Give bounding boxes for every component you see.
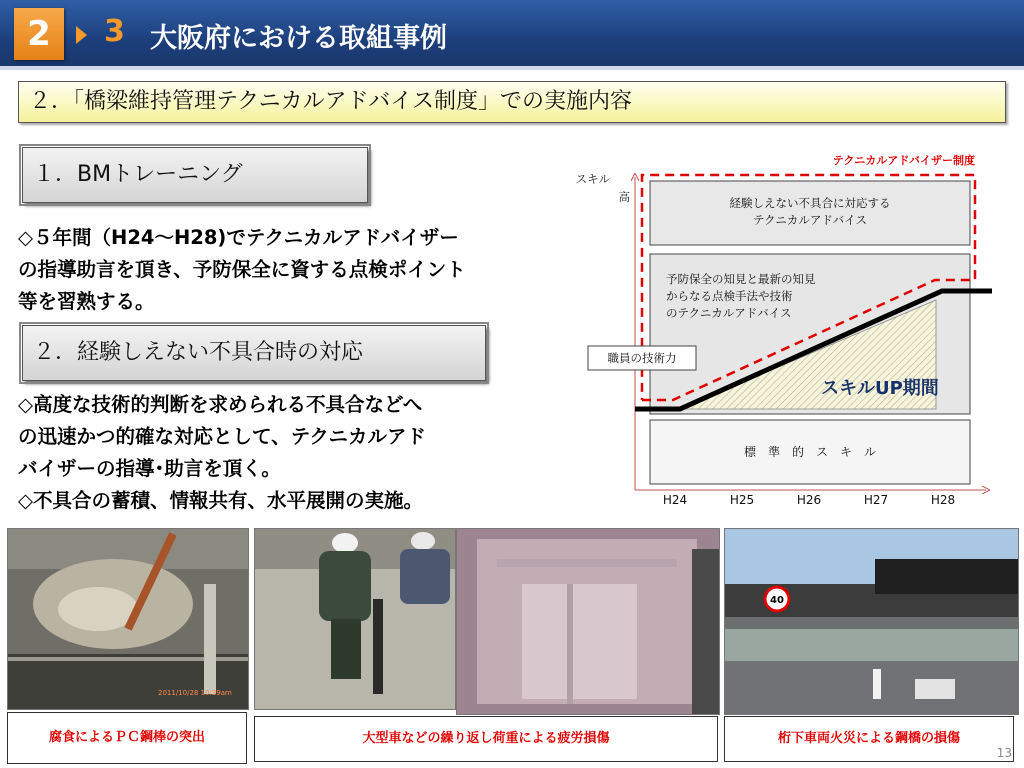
text-line: バイザーの指導･助言を頂く。	[18, 457, 281, 480]
standard-skill-label: 標 準 的 ス キ ル	[743, 445, 877, 459]
header-divider	[0, 66, 1024, 70]
x-tick-label: H28	[930, 493, 956, 507]
photo-corroded-pc-bar	[7, 528, 249, 710]
caption-corroded-pc-bar: 腐食によるＰＣ鋼棒の突出	[7, 712, 247, 764]
bm-training-text	[18, 222, 466, 318]
staff-skill-label: 職員の技術力	[607, 351, 677, 365]
chevron-right-icon	[76, 26, 87, 44]
text-line: ◇不具合の蓄積、情報共有、水平展開の実施。	[18, 489, 423, 512]
caption-fatigue-damage: 大型車などの繰り返し荷重による疲労損傷	[254, 716, 718, 762]
page-title: 大阪府における取組事例	[150, 23, 447, 54]
text-line: 等を習熟する。	[18, 290, 155, 313]
photo-fatigue-damage	[456, 528, 720, 715]
chapter-number-badge: 2	[14, 8, 64, 60]
speed-sign-number: 40	[770, 595, 784, 606]
y-axis-label: スキル	[575, 172, 610, 186]
photo-timestamp: 2011/10/28 10:39am	[158, 689, 232, 697]
preventive-advice-line: 予防保全の知見と最新の知見	[666, 272, 816, 286]
text-line: ◇５年間（H24～H28)でテクニカルアドバイザー	[18, 226, 459, 249]
advanced-advice-line: テクニカルアドバイス	[753, 213, 867, 227]
text-line: ◇高度な技術的判断を求められる不具合などへ	[18, 393, 423, 416]
preventive-advice-line: からなる点検手法や技術	[666, 289, 793, 303]
page-number: 13	[996, 746, 1012, 760]
x-tick-label: H26	[796, 493, 822, 507]
x-tick-label: H25	[729, 493, 755, 507]
advanced-advice-line: 経験しえない不具合に対応する	[729, 196, 891, 210]
x-tick-label: H24	[662, 493, 688, 507]
unexperienced-defect-text	[18, 389, 426, 517]
photo-inspection-workers	[254, 528, 456, 710]
x-tick-label: H27	[863, 493, 889, 507]
skill-diagram	[575, 145, 1010, 520]
skill-up-label: スキルUP期間	[821, 378, 939, 399]
caption-fire-damage: 桁下車両火災による鋼橋の損傷	[724, 716, 1014, 762]
bm-training-heading: １．BMトレーニング	[22, 147, 368, 203]
photo-fire-damage-bridge	[724, 528, 1019, 715]
section-number: 3	[104, 14, 125, 49]
title-bar	[0, 0, 1024, 70]
preventive-advice-line: のテクニカルアドバイス	[666, 306, 792, 320]
text-line: の迅速かつ的確な対応として、テクニカルアド	[18, 425, 426, 448]
text-line: の指導助言を頂き、予防保全に資する点検ポイント	[18, 258, 466, 281]
slide-subtitle: ２．「橋梁維持管理テクニカルアドバイス制度」での実施内容	[18, 81, 1006, 123]
unexperienced-defect-heading: ２．経験しえない不具合時の対応	[22, 325, 486, 381]
y-axis-label-high: 高	[618, 190, 630, 204]
frame-label: テクニカルアドバイザー制度	[832, 154, 975, 167]
